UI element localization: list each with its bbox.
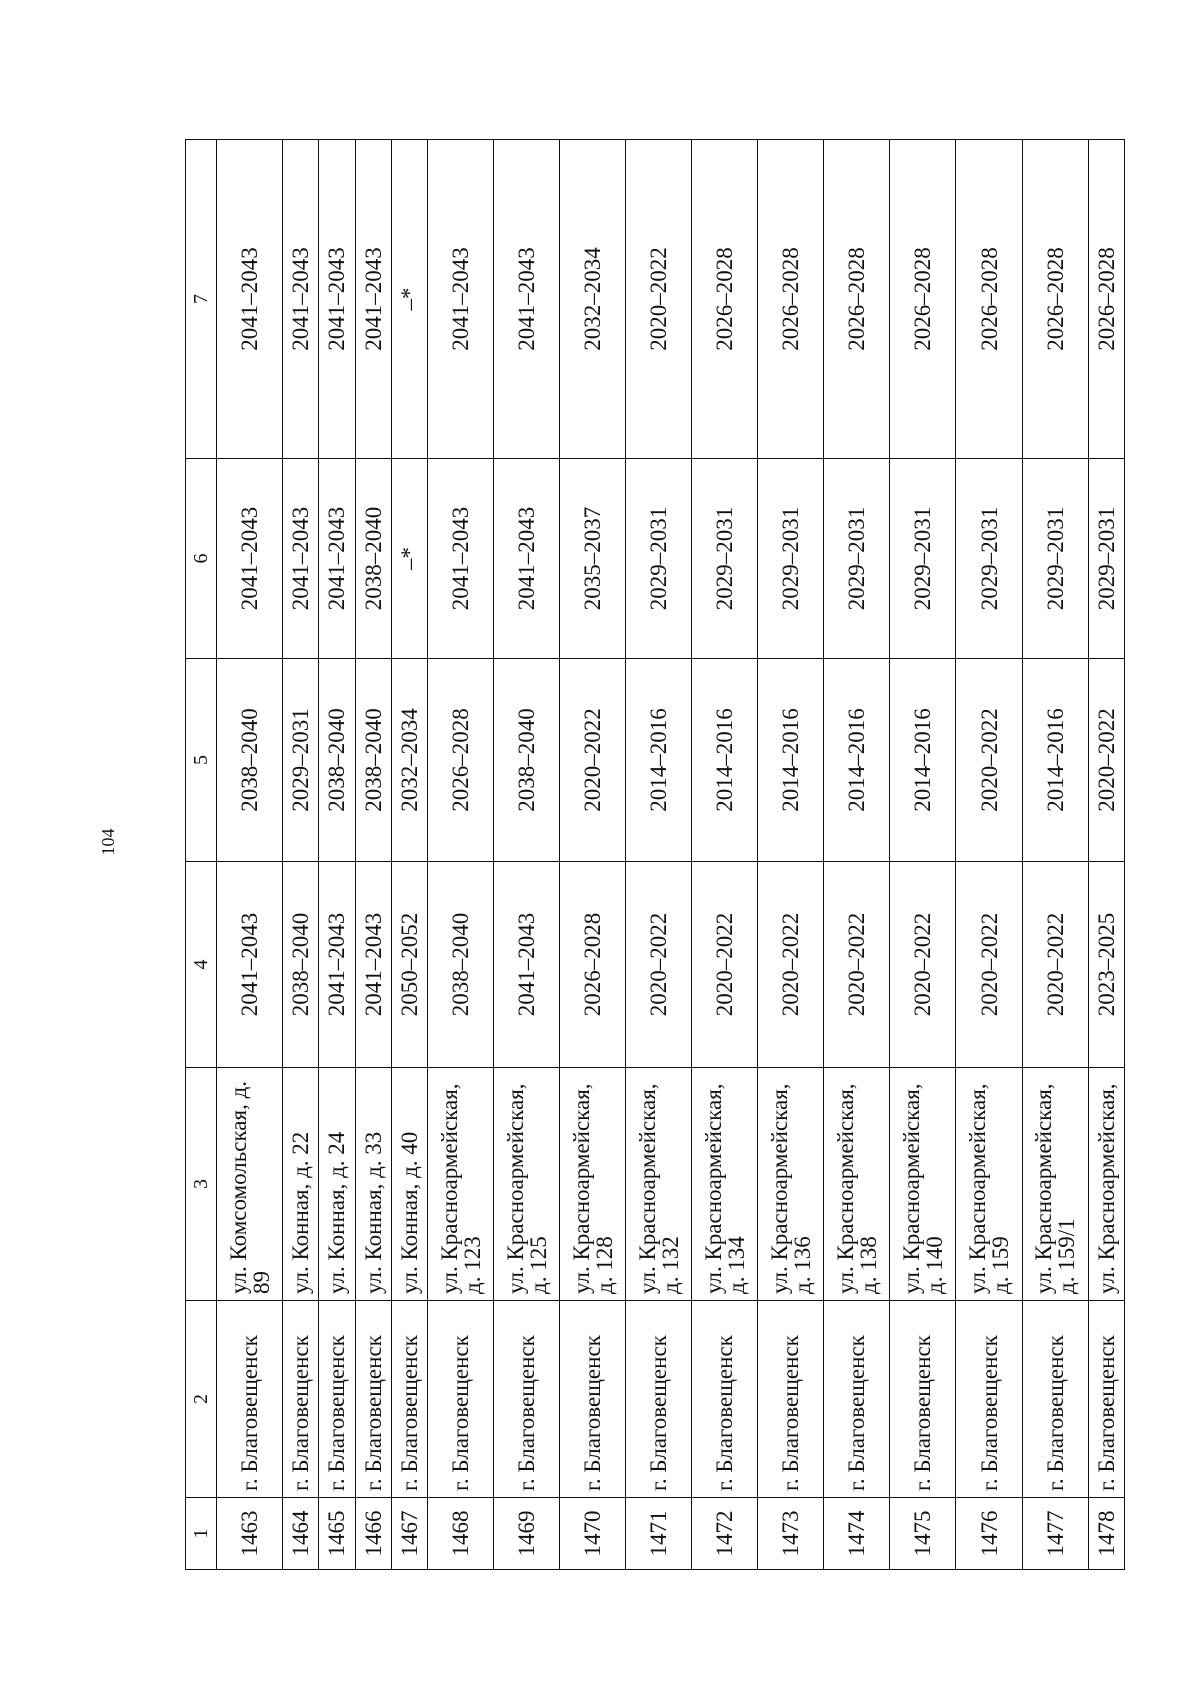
row-number: 1473 <box>758 1498 824 1570</box>
period-col-4: 2041–2043 <box>217 862 283 1068</box>
period-col-6: 2029–2031 <box>1022 459 1088 659</box>
period-col-4: 2020–2022 <box>890 862 956 1068</box>
period-col-7: 2026–2028 <box>692 140 758 459</box>
row-number: 1469 <box>494 1498 560 1570</box>
address: ул. Конная, д. 33 <box>355 1068 391 1301</box>
row-number: 1475 <box>890 1498 956 1570</box>
period-col-4: 2041–2043 <box>355 862 391 1068</box>
row-number: 1463 <box>217 1498 283 1570</box>
city-name: г. Благовещенск <box>692 1301 758 1498</box>
period-col-6: 2029–2031 <box>1088 459 1124 659</box>
table-row <box>692 140 758 1570</box>
period-col-5: 2038–2040 <box>319 659 355 862</box>
column-header-6: 6 <box>186 459 217 659</box>
row-number: 1474 <box>824 1498 890 1570</box>
period-col-7: 2026–2028 <box>1022 140 1088 459</box>
header-row <box>186 140 217 1570</box>
column-header-3: 3 <box>186 1068 217 1301</box>
table-row <box>956 140 1022 1570</box>
period-col-7: 2026–2028 <box>890 140 956 459</box>
period-col-5: 2032–2034 <box>391 659 427 862</box>
address: ул. Красноармейская, д. 134 <box>692 1068 758 1301</box>
column-header-2: 2 <box>186 1301 217 1498</box>
row-number: 1472 <box>692 1498 758 1570</box>
period-col-5: 2014–2016 <box>824 659 890 862</box>
period-col-5: 2014–2016 <box>1022 659 1088 862</box>
table-row <box>319 140 355 1570</box>
row-number: 1471 <box>626 1498 692 1570</box>
period-col-7: 2041–2043 <box>494 140 560 459</box>
column-header-1: 1 <box>186 1498 217 1570</box>
city-name: г. Благовещенск <box>283 1301 319 1498</box>
period-col-5: 2029–2031 <box>283 659 319 862</box>
period-col-7: 2026–2028 <box>824 140 890 459</box>
city-name: г. Благовещенск <box>391 1301 427 1498</box>
period-col-6: 2038–2040 <box>355 459 391 659</box>
row-number: 1478 <box>1088 1498 1124 1570</box>
period-col-7: 2041–2043 <box>283 140 319 459</box>
table-row <box>824 140 890 1570</box>
period-col-7: 2020–2022 <box>626 140 692 459</box>
period-col-4: 2038–2040 <box>428 862 494 1068</box>
period-col-6: 2041–2043 <box>494 459 560 659</box>
city-name: г. Благовещенск <box>560 1301 626 1498</box>
period-col-4: 2038–2040 <box>283 862 319 1068</box>
period-col-7: 2041–2043 <box>428 140 494 459</box>
period-col-4: 2020–2022 <box>1022 862 1088 1068</box>
table-row <box>1022 140 1088 1570</box>
address: ул. Конная, д. 24 <box>319 1068 355 1301</box>
row-number: 1468 <box>428 1498 494 1570</box>
row-number: 1467 <box>391 1498 427 1570</box>
period-col-5: 2038–2040 <box>494 659 560 862</box>
table-row <box>758 140 824 1570</box>
table-body <box>217 140 1125 1570</box>
city-name: г. Благовещенск <box>890 1301 956 1498</box>
address: ул. Красноармейская, д. 159 <box>956 1068 1022 1301</box>
row-number: 1464 <box>283 1498 319 1570</box>
table-row <box>494 140 560 1570</box>
period-col-5: 2038–2040 <box>355 659 391 862</box>
address: ул. Красноармейская, д. 140 <box>890 1068 956 1301</box>
city-name: г. Благовещенск <box>319 1301 355 1498</box>
period-col-6: 2029–2031 <box>956 459 1022 659</box>
period-col-7: 2026–2028 <box>758 140 824 459</box>
period-col-5: 2038–2040 <box>217 659 283 862</box>
period-col-6: 2041–2043 <box>283 459 319 659</box>
address: ул. Красноармейская, д. 132 <box>626 1068 692 1301</box>
row-number: 1476 <box>956 1498 1022 1570</box>
period-col-6: 2035–2037 <box>560 459 626 659</box>
period-col-6: 2029–2031 <box>758 459 824 659</box>
city-name: г. Благовещенск <box>1088 1301 1124 1498</box>
table-row <box>1088 140 1124 1570</box>
table-row <box>355 140 391 1570</box>
period-col-6: 2041–2043 <box>217 459 283 659</box>
period-col-4: 2026–2028 <box>560 862 626 1068</box>
period-col-6: 2029–2031 <box>692 459 758 659</box>
address: ул. Красноармейская, д. 125 <box>494 1068 560 1301</box>
address: ул. Красноармейская, д. 138 <box>824 1068 890 1301</box>
table-row <box>428 140 494 1570</box>
period-col-4: 2041–2043 <box>319 862 355 1068</box>
row-number: 1477 <box>1022 1498 1088 1570</box>
schedule-table-container <box>185 140 1125 1570</box>
address: ул. Красноармейская, д. 128 <box>560 1068 626 1301</box>
period-col-5: 2014–2016 <box>626 659 692 862</box>
address: ул. Красноармейская, д. 123 <box>428 1068 494 1301</box>
period-col-6: 2041–2043 <box>428 459 494 659</box>
address: ул. Комсомольская, д. 89 <box>217 1068 283 1301</box>
city-name: г. Благовещенск <box>1022 1301 1088 1498</box>
table-row <box>391 140 427 1570</box>
period-col-5: 2020–2022 <box>560 659 626 862</box>
period-col-5: 2020–2022 <box>956 659 1022 862</box>
period-col-5: 2014–2016 <box>890 659 956 862</box>
period-col-4: 2020–2022 <box>824 862 890 1068</box>
period-col-6: 2029–2031 <box>890 459 956 659</box>
city-name: г. Благовещенск <box>494 1301 560 1498</box>
period-col-4: 2023–2025 <box>1088 862 1124 1068</box>
column-header-4: 4 <box>186 862 217 1068</box>
period-col-7: 2041–2043 <box>355 140 391 459</box>
column-header-7: 7 <box>186 140 217 459</box>
period-col-4: 2020–2022 <box>626 862 692 1068</box>
address: ул. Красноармейская, д. 159/1 <box>1022 1068 1088 1301</box>
row-number: 1465 <box>319 1498 355 1570</box>
period-col-6: 2029–2031 <box>824 459 890 659</box>
period-col-7: 2041–2043 <box>319 140 355 459</box>
period-col-7: 2032–2034 <box>560 140 626 459</box>
address: ул. Конная, д. 22 <box>283 1068 319 1301</box>
period-col-6: 2041–2043 <box>319 459 355 659</box>
period-col-4: 2020–2022 <box>758 862 824 1068</box>
period-col-6: –* <box>391 459 427 659</box>
row-number: 1466 <box>355 1498 391 1570</box>
table-row <box>626 140 692 1570</box>
city-name: г. Благовещенск <box>758 1301 824 1498</box>
city-name: г. Благовещенск <box>217 1301 283 1498</box>
address: ул. Красноармейская, д. 136 <box>758 1068 824 1301</box>
period-col-4: 2020–2022 <box>956 862 1022 1068</box>
row-number: 1470 <box>560 1498 626 1570</box>
period-col-6: 2029–2031 <box>626 459 692 659</box>
table-row <box>890 140 956 1570</box>
period-col-7: 2026–2028 <box>1088 140 1124 459</box>
period-col-7: –* <box>391 140 427 459</box>
column-header-5: 5 <box>186 659 217 862</box>
page-number: 104 <box>98 828 118 856</box>
period-col-4: 2041–2043 <box>494 862 560 1068</box>
city-name: г. Благовещенск <box>428 1301 494 1498</box>
period-col-5: 2020–2022 <box>1088 659 1124 862</box>
city-name: г. Благовещенск <box>956 1301 1022 1498</box>
city-name: г. Благовещенск <box>824 1301 890 1498</box>
table-row <box>217 140 283 1570</box>
period-col-5: 2026–2028 <box>428 659 494 862</box>
period-col-7: 2041–2043 <box>217 140 283 459</box>
address: ул. Красноармейская, <box>1088 1068 1124 1301</box>
schedule-table <box>185 139 1125 1570</box>
table-row <box>283 140 319 1570</box>
period-col-5: 2014–2016 <box>692 659 758 862</box>
city-name: г. Благовещенск <box>626 1301 692 1498</box>
period-col-4: 2050–2052 <box>391 862 427 1068</box>
period-col-4: 2020–2022 <box>692 862 758 1068</box>
city-name: г. Благовещенск <box>355 1301 391 1498</box>
address: ул. Конная, д. 40 <box>391 1068 427 1301</box>
period-col-5: 2014–2016 <box>758 659 824 862</box>
period-col-7: 2026–2028 <box>956 140 1022 459</box>
table-row <box>560 140 626 1570</box>
